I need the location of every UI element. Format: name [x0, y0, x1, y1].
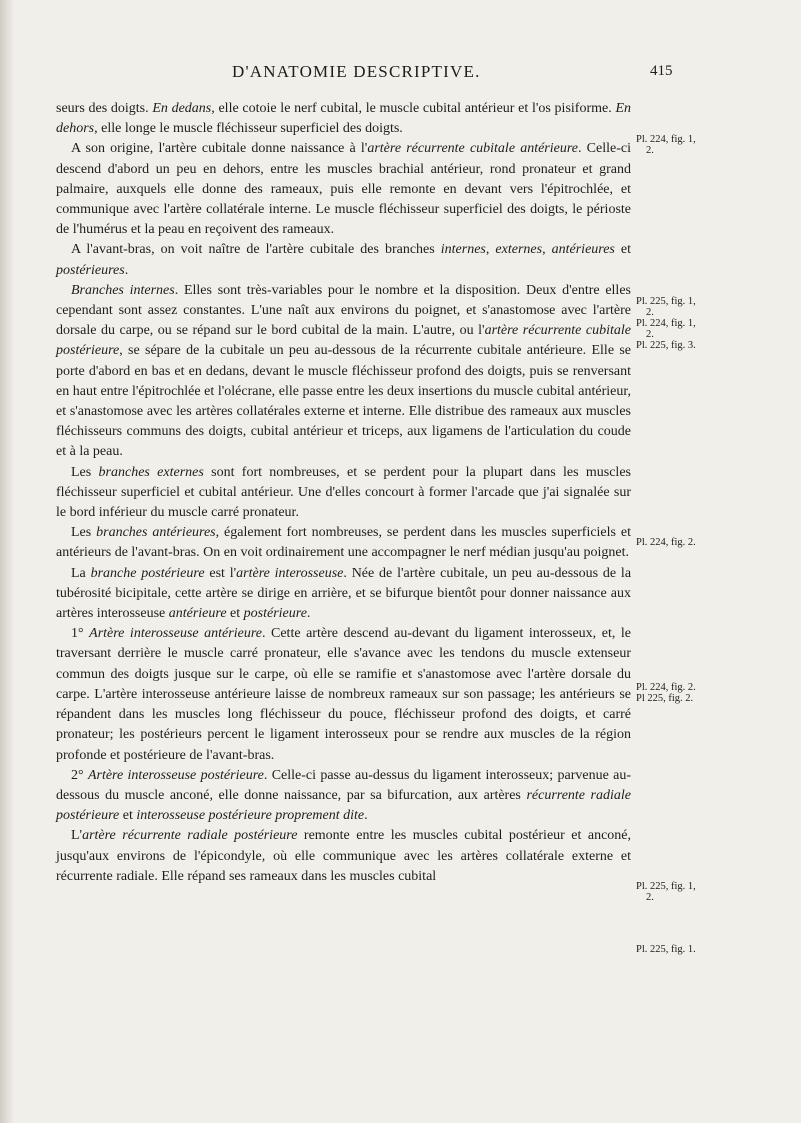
margin-note-line: Pl. 225, fig. 1,	[636, 881, 696, 892]
margin-note-line: Pl. 225, fig. 1.	[636, 944, 696, 955]
body-text	[56, 99, 631, 887]
text-run: et	[226, 606, 244, 622]
text-run: . Elles sont très-variables pour le nombre et la disposition. Deux d'entre elles cependant sont assez constantes. L'une naît aux environs du poignet, et s'anastomose avec l'artère dorsale du carpe, ou se répand sur le bord cubital de la main. L'autre, ou l'	[56, 282, 631, 339]
margin-note-line: Pl. 224, fig. 1,	[636, 318, 696, 329]
italic-term: antérieures	[551, 242, 615, 258]
italic-term: récurrente radiale postérieure	[56, 787, 631, 824]
margin-note-line: 2.	[646, 329, 654, 340]
margin-note-line: Pl. 225, fig. 1,	[636, 296, 696, 307]
italic-term: branche postérieure	[90, 565, 205, 581]
paragraph	[56, 139, 631, 240]
text-run: 1°	[71, 626, 90, 642]
text-run: , elle longe le muscle fléchisseur superficiel des doigts.	[94, 121, 403, 137]
italic-term: internes	[440, 242, 486, 258]
italic-term: artère récurrente radiale postérieure	[82, 828, 298, 844]
paragraph	[56, 99, 631, 139]
text-run: . Celle-ci descend d'abord un peu en dehors, entre les muscles brachial antérieur, rond pronateur et grand palmaire, auxquels elle donne des rameaux, puis elle remonte en devant vers l'épitrochlée, et communique avec l'artère collatérale interne. Le muscle fléchisseur superficiel des doigts, le périoste de l'humérus et la peau en reçoivent des rameaux.	[56, 141, 631, 238]
text-run: ,	[485, 242, 496, 258]
italic-term: artère interosseuse	[236, 565, 344, 581]
text-run: seurs des doigts.	[56, 101, 153, 116]
text-run: A l'avant-bras, on voit naître de l'artère cubitale des branches	[71, 242, 441, 258]
text-run: A son origine, l'artère cubitale donne naissance à l'	[71, 141, 368, 157]
text-run: 2°	[71, 767, 88, 783]
italic-term: interosseuse postérieure proprement dite	[136, 808, 365, 824]
text-run: La	[71, 565, 91, 581]
page-number: 415	[650, 63, 673, 79]
text-run: .	[306, 606, 311, 622]
text-run: . Née de l'artère cubitale, un peu au-dessous de la tubérosité bicipitale, cette artère se dirige en arrière, et se bifurque bientôt pour donner naissance aux artères interosseuse	[56, 565, 632, 622]
text-run: et	[119, 808, 137, 824]
text-run: , également fort nombreuses, se perdent dans les muscles superficiels et antérieurs de l'avant-bras. On en voit ordinairement une accompagner le nerf médian jusqu'au poignet.	[56, 525, 632, 561]
text-run: , elle cotoie le nerf cubital, le muscle cubital antérieur et l'os pisiforme.	[211, 101, 616, 116]
text-run: .	[364, 808, 368, 824]
margin-note-line: 2.	[646, 892, 654, 903]
text-run: , se sépare de la cubitale un peu au-dessous de la récurrente cubitale antérieure. Elle se porte d'abord en bas et en dedans, devant le muscle fléchisseur profond des doigts, puis se renversant en haut entre l'épitrochlée et l'olécrane, elle passe entre les deux insertions du muscle cubital antérieur, et s'anastomose avec les artères collatérales externe et interne. Elle distribue des rameaux aux muscles fléchisseurs communs des doigts, cubital antérieur et triceps, aux ligamens de l'articulation du coude et à la peau.	[56, 343, 631, 460]
page-header	[0, 62, 801, 86]
margin-note-plate-ref	[636, 944, 796, 955]
italic-term: postérieures	[56, 262, 125, 278]
margin-note-line: Pl 225, fig. 2.	[636, 693, 694, 704]
text-run: est l'	[204, 565, 237, 581]
margin-note-plate-ref	[636, 881, 796, 903]
margin-note-plate-ref	[636, 296, 796, 351]
text-run: et	[614, 242, 632, 258]
paragraph	[56, 766, 631, 827]
text-run: sont fort nombreuses, et se perdent pour la plupart dans les muscles fléchisseur superficiel et cubital antérieur. Une d'elles concourt à former l'arcade que j'ai signalée sur le bord inférieur du muscle carré pronateur.	[56, 464, 631, 521]
italic-term: Artère interosseuse antérieure	[89, 626, 262, 642]
italic-term: artère récurrente cubitale antérieure	[367, 141, 579, 157]
margin-note-line: 2.	[646, 307, 654, 318]
paragraph	[56, 523, 631, 563]
margin-note-line: 2.	[646, 145, 654, 156]
text-run: .	[124, 262, 129, 278]
paragraph	[56, 240, 631, 280]
italic-term: En dehors	[56, 101, 631, 137]
text-run: L'	[71, 828, 83, 844]
text-run: Les	[71, 525, 97, 541]
italic-term: branches externes	[98, 464, 204, 480]
margin-note-line: Pl. 224, fig. 2.	[636, 537, 696, 548]
italic-term: branches antérieures	[96, 525, 216, 541]
paragraph	[56, 463, 631, 524]
italic-term: antérieure	[168, 606, 227, 622]
italic-term: artère récurrente cubitale postérieure	[56, 323, 631, 359]
text-run: ,	[542, 242, 552, 258]
margin-note-line: Pl. 224, fig. 2.	[636, 682, 696, 693]
text-run: . Celle-ci passe au-dessus du ligament interosseux; parvenue au-dessous du muscle anconé, elle donne naissance, par sa bifurcation, aux artères	[56, 767, 632, 803]
italic-term: Artère interosseuse postérieure	[87, 767, 264, 783]
text-run: . Cette artère descend au-devant du ligament interosseux, et, le traversant derrière le muscle carré pronateur, elle s'avance avec les tendons du muscle extenseur commun des doigts jusque sur le carpe, où elle se ramifie et s'anastomose avec l'artère dorsale du carpe. L'artère interosseuse antérieure laisse de nombreux rameaux sur son passage; les antérieurs se répandent dans les muscles long fléchisseur du pouce, fléchisseur profond des doigts, et carré pronateur; les postérieurs percent le ligament interosseux pour se rendre aux muscles de la région profonde et postérieure de l'avant-bras.	[56, 626, 631, 763]
margin-note-plate-ref	[636, 537, 796, 548]
italic-term: postérieure	[243, 606, 307, 622]
paragraph	[56, 281, 631, 463]
margin-note-plate-ref	[636, 134, 796, 156]
margin-note-line: Pl. 225, fig. 3.	[636, 340, 696, 351]
paragraph	[56, 826, 631, 887]
italic-term: Branches internes	[71, 282, 175, 298]
margin-note-plate-ref	[636, 682, 796, 704]
text-run: remonte entre les muscles cubital postérieur et anconé, jusqu'aux environs de l'épicondyle, où elle communique avec les artères collatérale externe et récurrente radiale. Elle répand ses rameaux dans les muscles cubital	[56, 828, 632, 884]
italic-term: En dedans	[152, 101, 212, 116]
italic-term: externes	[495, 242, 543, 258]
paragraph	[56, 624, 631, 765]
paragraph	[56, 564, 631, 625]
text-run: Les	[71, 464, 99, 480]
page-gutter-shadow	[0, 0, 14, 1123]
margin-note-line: Pl. 224, fig. 1,	[636, 134, 696, 145]
running-title: D'ANATOMIE DESCRIPTIVE.	[232, 62, 481, 81]
